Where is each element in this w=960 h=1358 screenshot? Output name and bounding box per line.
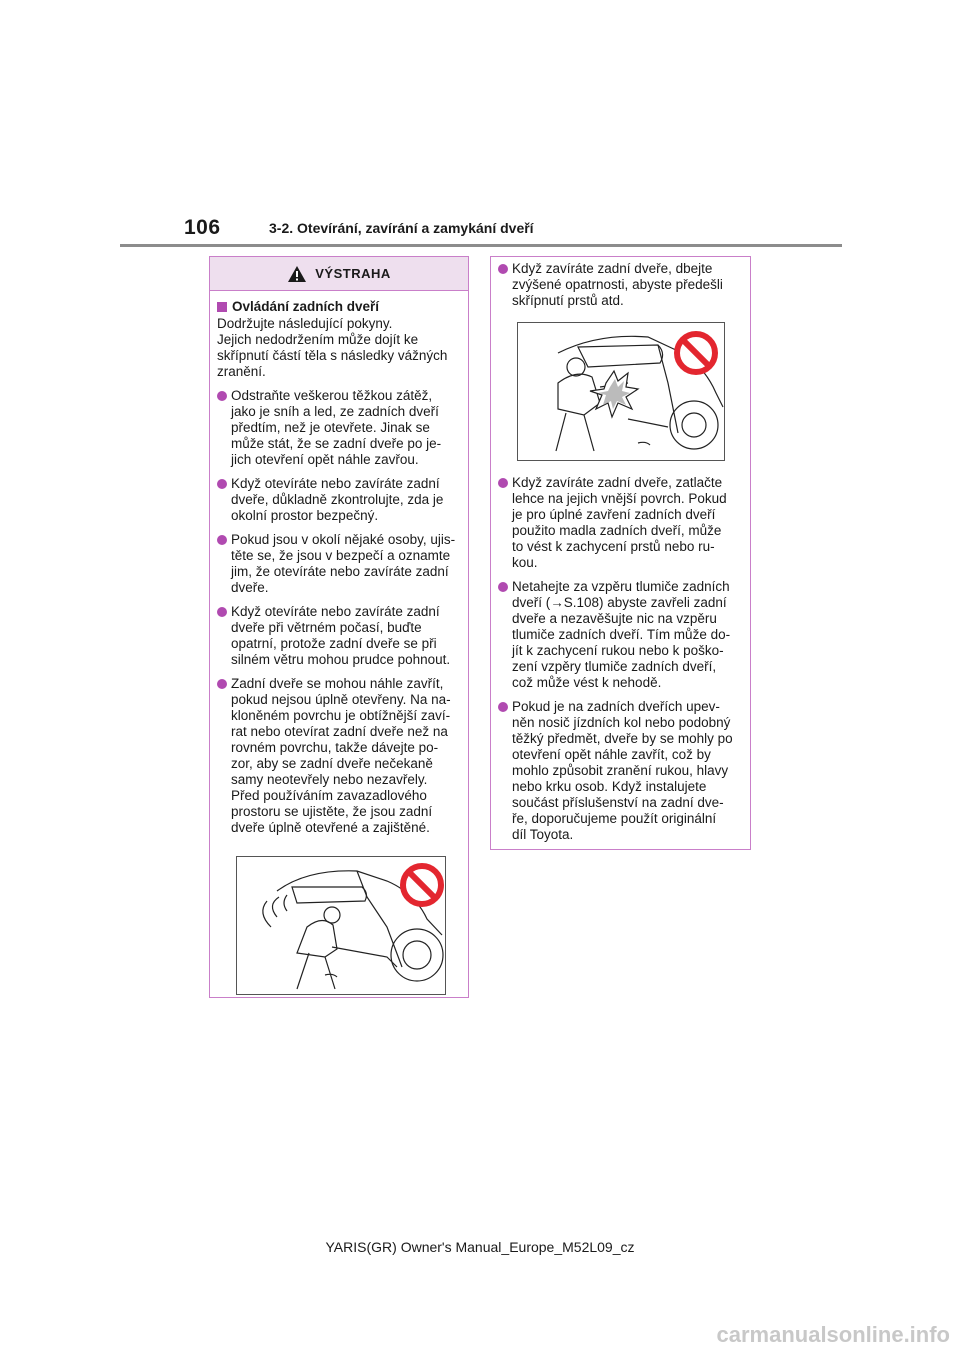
bullet-dot-icon [217,607,227,617]
bullet-text: Když otevíráte nebo zavíráte zadní dveře, důkladně zkontrolujte, zda je okolní prostor bezpečný. [231,476,444,523]
warning-triangle-icon [287,265,307,283]
bullet-text: Pokud je na zadních dveřích upev- něn nosič jízdních kol nebo podobný těžký předmět, dveře by se mohly po otevření opět náhle zavřít, což by mohlo způsobit zranění rukou, hlavy nebo krku osob. Když instalujete součást příslušenství na zadní dve- ře, doporučujeme použít originální díl Toyota. [512,699,733,842]
illustration-finger-pinch [517,322,725,461]
bullet-dot-icon [217,679,227,689]
header-rule [120,244,842,247]
bullet-dot-icon [217,479,227,489]
illustration-tailgate-wind [236,856,446,995]
bullet-text: Když zavíráte zadní dveře, zatlačte lehce na jejich vnější povrch. Pokud je pro úplné zavření zadních dveří použito madla zadních dveří, může to vést k zachycení prstů nebo ru- kou. [512,475,727,570]
square-bullet-icon [217,302,227,312]
list-item [217,676,462,836]
section-title: 3-2. Otevírání, zavírání a zamykání dveří [269,220,534,236]
list-item [498,699,744,843]
bullet-dot-icon [217,391,227,401]
watermark: carmanualsonline.info [716,1322,950,1347]
bullet-dot-icon [498,702,508,712]
list-item [217,532,462,596]
bullet-dot-icon [498,478,508,488]
warning-header [210,257,468,291]
list-item [217,604,462,668]
warning-intro-2: Jejich nedodržením může dojít ke skřípnutí částí těla s následky vážných zranění. [217,332,448,379]
list-item [217,476,462,524]
bullet-text: Netahejte za vzpěru tlumiče zadních dveří (→S.108) abyste zavřeli zadní dveře a nezavěšujte nic na vzpěru tlumiče zadních dveří. Tím může do- jít k zachycení rukou nebo k poško- zení vzpěry tlumiče zadních dveří, což může vést k nehodě. [512,579,731,690]
warning-box-right [490,256,751,850]
bullet-dot-icon [498,582,508,592]
warning-intro: Dodržujte následující pokyny. [217,316,393,331]
bullet-text: Když zavíráte zadní dveře, dbejte zvýšené opatrnosti, abyste předešli skřípnutí prstů atd. [512,261,723,308]
list-item [498,579,744,691]
bullet-dot-icon [217,535,227,545]
list-item [498,261,744,309]
footer-manual-id: YARIS(GR) Owner's Manual_Europe_M52L09_cz [325,1239,635,1255]
bullet-text: Pokud jsou v okolí nějaké osoby, ujis- těte se, že jsou v bezpečí a oznamte jim, že otevíráte nebo zavíráte zadní dveře. [231,532,456,595]
warning-box-left [209,256,469,998]
pinch-illustration-image [518,323,724,460]
list-item [498,475,744,571]
bullet-text: Když otevíráte nebo zavíráte zadní dveře při větrném počasí, buďte opatrní, protože zadní dveře se při silném větru mohou prudce pohnout. [231,604,451,667]
bullet-text: Zadní dveře se mohou náhle zavřít, pokud nejsou úplně otevřeny. Na na- kloněném povrchu je obtížnější zaví- rat nebo otevírat zadní dveře než na rovném povrchu, takže dávejte po- zor, aby se zadní dveře nečekaně samy neotevřely nebo nezavřely. Před používáním zavazadlového prostoru se ujistěte, že jsou zadní dveře úplně otevřené a zajištěné. [231,676,451,835]
bullet-dot-icon [498,264,508,274]
warning-subheading-text: Ovládání zadních dveří [232,299,380,314]
list-item [217,388,462,468]
bullet-text: Odstraňte veškerou těžkou zátěž, jako je sníh a led, ze zadních dveří předtím, než je otevřete. Jinak se může stát, že se zadní dveře po je- jich otevření opět náhle zavřou. [231,388,442,467]
page-number: 106 [184,216,221,239]
warning-title: VÝSTRAHA [315,266,391,281]
warning-subheading [217,299,462,314]
tailgate-illustration-image [237,857,445,994]
